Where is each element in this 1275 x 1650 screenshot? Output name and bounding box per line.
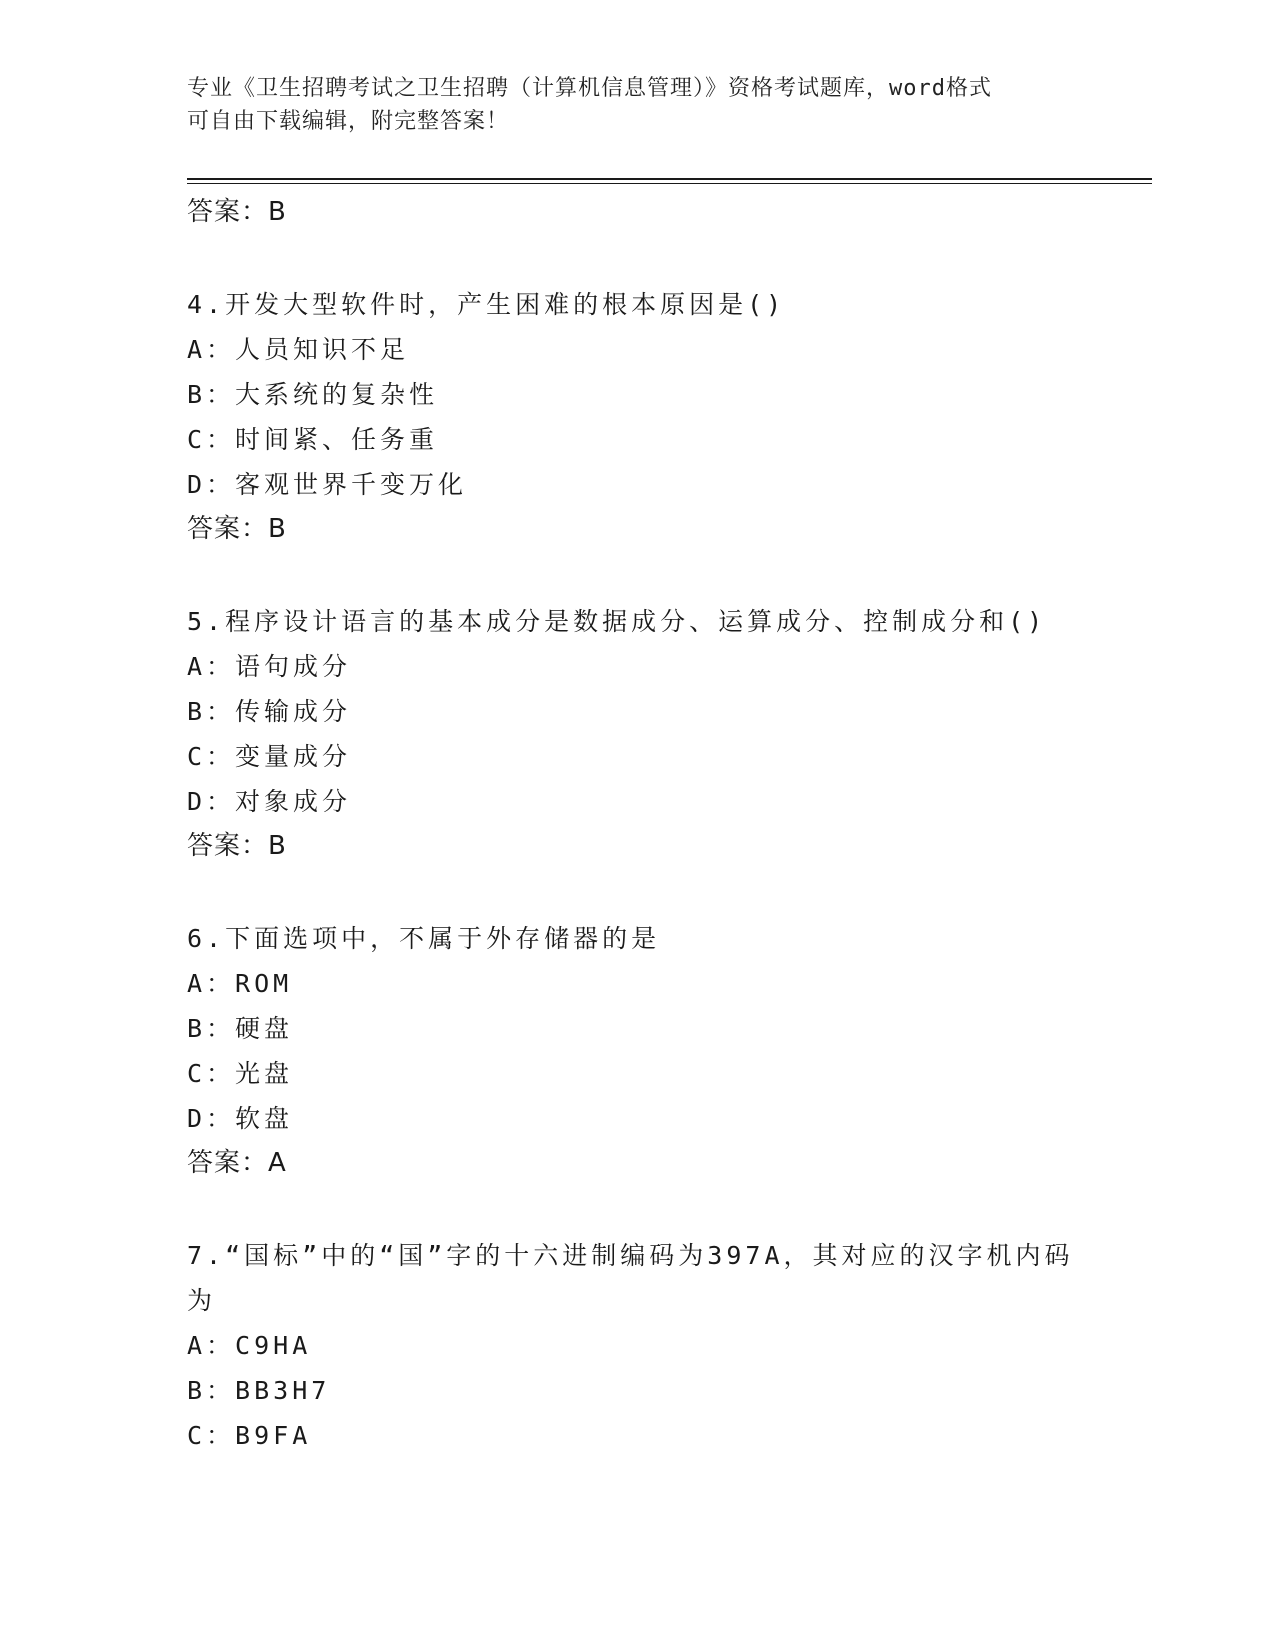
option-a: A：ROM bbox=[187, 969, 293, 998]
option-d: D：对象成分 bbox=[187, 787, 352, 816]
option-c: C：B9FA bbox=[187, 1421, 312, 1450]
option-b: B：硬盘 bbox=[187, 1014, 294, 1043]
answer-line: 答案：B bbox=[187, 831, 287, 861]
option-b: B：大系统的复杂性 bbox=[187, 380, 439, 409]
option-d: D：软盘 bbox=[187, 1104, 294, 1133]
header-divider-thin bbox=[187, 183, 1152, 184]
option-d: D：客观世界千变万化 bbox=[187, 470, 468, 499]
question-6 bbox=[187, 916, 1127, 1186]
question-stem: 6.下面选项中，不属于外存储器的是 bbox=[187, 924, 661, 953]
question-stem: 5.程序设计语言的基本成分是数据成分、运算成分、控制成分和() bbox=[187, 607, 1047, 636]
option-b: B：BB3H7 bbox=[187, 1376, 331, 1405]
question-stem: 4.开发大型软件时，产生困难的根本原因是() bbox=[187, 290, 786, 319]
option-a: A：语句成分 bbox=[187, 652, 352, 681]
question-list bbox=[187, 190, 1127, 1458]
option-a: A：人员知识不足 bbox=[187, 335, 410, 364]
answer-line: 答案：B bbox=[187, 197, 287, 227]
question-7 bbox=[187, 1233, 1127, 1458]
document-header bbox=[187, 72, 1067, 138]
option-b: B：传输成分 bbox=[187, 697, 352, 726]
option-a: A：C9HA bbox=[187, 1331, 312, 1360]
option-c: C：时间紧、任务重 bbox=[187, 425, 439, 454]
header-line-1: 专业《卫生招聘考试之卫生招聘（计算机信息管理）》资格考试题库，word格式 bbox=[187, 76, 992, 101]
question-4 bbox=[187, 282, 1127, 552]
header-divider-thick bbox=[187, 178, 1152, 180]
header-line-2: 可自由下载编辑，附完整答案！ bbox=[187, 109, 510, 134]
answer-line: 答案：B bbox=[187, 514, 287, 544]
option-c: C：变量成分 bbox=[187, 742, 352, 771]
question-stem: 7.“国标”中的“国”字的十六进制编码为397A，其对应的汉字机内码为 bbox=[187, 1241, 1074, 1315]
option-c: C：光盘 bbox=[187, 1059, 294, 1088]
question-5 bbox=[187, 599, 1127, 869]
answer-line: 答案：A bbox=[187, 1148, 287, 1178]
